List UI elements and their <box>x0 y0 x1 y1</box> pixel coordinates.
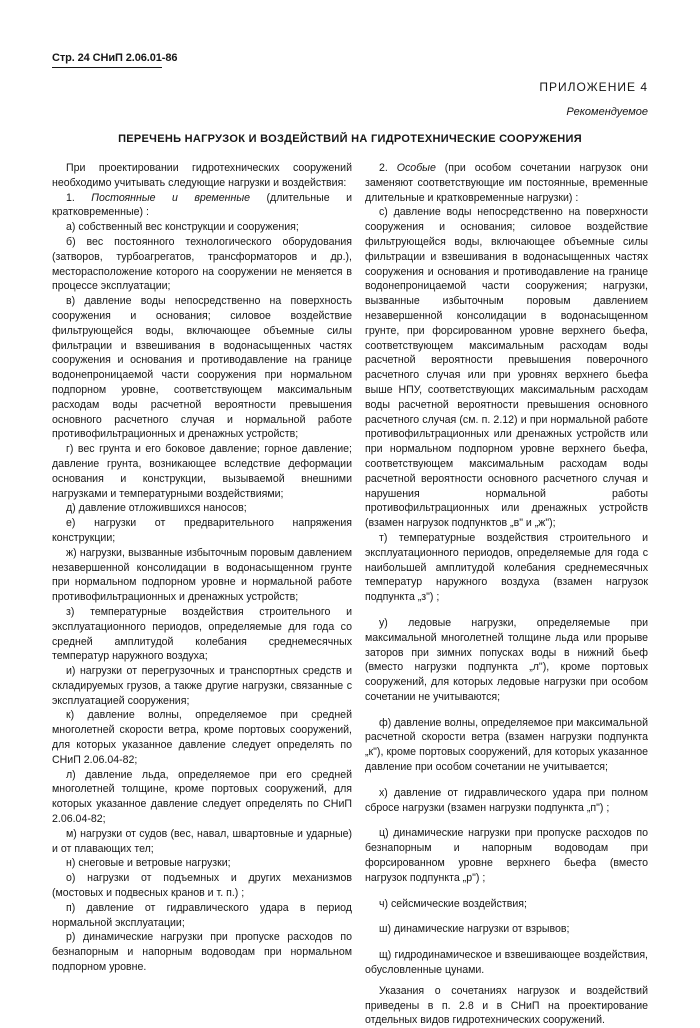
item-k: к) давление волны, определяемое при средней многолетней скорости ветра, кроме портовых сооружений, для которых указанное давление следует определять по СНиП 2.06.04-82; <box>52 709 352 766</box>
intro-paragraph: При проектировании гидротехнических сооружений необходимо учитывать следующие нагрузки и воздействия: <box>52 162 352 189</box>
section-2-number: 2. <box>379 162 388 174</box>
item-f: ф) давление волны, определяемое при максимальной расчетной скорости ветра (взамен нагрузки подпункта „к"), кроме портовых сооружений, для которых указанное давление при особом сочетании не учитывается; <box>365 716 648 774</box>
item-i: и) нагрузки от перегрузочных и транспортных средств и складируемых грузов, а также другие нагрузки, связанные с эксплуатацией сооружения; <box>52 665 352 707</box>
item-p: п) давление от гидравлического удара в период нормальной эксплуатации; <box>52 901 352 929</box>
item-zh: ж) нагрузки, вызванные избыточным поровым давлением незавершенной консолидации в водонасыщенном грунте при нормальном подпорном уровне и нормальной работе противофильтрационных и дренажных устройств; <box>52 546 352 604</box>
left-column <box>52 161 352 975</box>
item-l: л) давление льда, определяемое при его средней многолетней толщине, кроме портовых сооружений, для которых указанное давление следует определять по СНиП 2.06.04-82; <box>52 768 352 826</box>
header-underline <box>52 67 162 68</box>
section-1-title: Постоянные и временные <box>91 191 251 204</box>
item-a: а) собственный вес конструкции и сооружения; <box>66 221 299 234</box>
item-m: м) нагрузки от судов (вес, навал, швартовные и ударные) и от плавающих тел; <box>52 827 352 855</box>
item-n: н) снеговые и ветровые нагрузки; <box>66 857 231 870</box>
section-2-title: Особые <box>396 162 436 174</box>
item-ts: ц) динамические нагрузки при пропуске расходов по безнапорным и напорным водоводам при форсированном уровне верхнего бьефа (вместо нагрузок подпункта „р") ; <box>365 827 648 884</box>
item-d: д) давление отложившихся наносов; <box>66 502 247 515</box>
item-s: с) давление воды непосредственно на поверхности сооружения и основания; силовое воздействие фильтрующейся воды, включающее объемные силы фильтрации и взвешивания в водонасыщенных частях сооружения и основания и противодавление на границе водонепроницаемой части сооружения; нагрузки, вызванные избыточным поровым давлением незавершенной консолидации в водонасыщенном грунте, при форсированном уровне верхнего бьефа, соответствующем максимальным расходам воды расчетной вероятности превышения поверочного расчетного случая или при уровнях верхнего бьефа выше НПУ, соответствующих максимальным расходам воды расчетной вероятности превышения основного расчетного случая (см. п. 2.12) и при нормальной работе противофильтрационных или дренажных устройств или при нормальном подпорном уровне верхнего бьефа, соответствующем максимальным расходам воды расчетной вероятности основного расчетного случая и нарушения нормальной работы противофильтрационных или дренажных устройств (взамен нагрузок подпунктов „в" и „ж"); <box>365 206 648 530</box>
item-g: г) вес грунта и его боковое давление; горное давление; давление грунта, возникающее вследствие деформации основания и конструкции, вызываемой внешними нагрузками и температурными воздействиями; <box>52 443 352 500</box>
item-o: о) нагрузки от подъемных и других механизмов (мостовых и подвесных кранов и т. п.) ; <box>52 872 352 900</box>
item-z: з) температурные воздействия строительного и эксплуатационного периодов, определяемые для года со средней амплитудой колебания среднемесячных температур наружного воздуха; <box>52 605 352 663</box>
item-ch: ч) сейсмические воздействия; <box>379 897 527 910</box>
section-1-note: (длительные и кратковременные) : <box>52 191 352 219</box>
item-r: р) динамические нагрузки при пропуске расходов по безнапорным и напорным водоводам при нормальном подпорном уровне. <box>52 931 352 974</box>
right-column <box>365 161 648 1028</box>
item-u: у) ледовые нагрузки, определяемые при максимальной многолетней толщине льда или прорыве заторов при зимних попусках воды в нижний бьеф (вместо нагрузки подпункта „л"), кроме портовых сооружений, для которых ледовые нагрузки при особом сочетании не учитываются; <box>365 616 648 703</box>
section-2-note: (при особом сочетании нагрузок они заменяют соответствующие им постоянные, временные длительные и кратковременные нагрузки) : <box>365 162 648 204</box>
appendix-status: Рекомендуемое <box>566 106 648 118</box>
document-title: ПЕРЕЧЕНЬ НАГРУЗОК И ВОЗДЕЙСТВИЙ НА ГИДРОТЕХНИЧЕСКИЕ СООРУЖЕНИЯ <box>118 133 582 145</box>
note-paragraph: Указания о сочетаниях нагрузок и воздействий приведены в п. 2.8 и в СНиП на проектирование отдельных видов гидротехнических сооружений. <box>365 984 648 1027</box>
item-h: х) давление от гидравлического удара при полном сбросе нагрузки (взамен нагрузки подпункта „п") ; <box>365 786 648 814</box>
section-1-number: 1. <box>66 191 75 204</box>
item-b: б) вес постоянного технологического оборудования (затворов, турбоагрегатов, трансформаторов и др.), месторасположение которого на сооружении не меняется в процессе эксплуатации; <box>52 235 352 293</box>
appendix-label: ПРИЛОЖЕНИЕ 4 <box>539 80 648 94</box>
item-sh: ш) динамические нагрузки от взрывов; <box>379 923 570 936</box>
item-shch: щ) гидродинамическое и взвешивающее воздействия, обусловленные цунами. <box>365 949 648 977</box>
item-t: т) температурные воздействия строительного и эксплуатационного периодов, определяемые для года с наибольшей амплитудой колебания среднемесячных температур наружного воздуха (взамен нагрузок подпункта „з") ; <box>365 531 648 604</box>
page-header: Стр. 24 СНиП 2.06.01-86 <box>52 52 178 64</box>
section-2-heading <box>365 161 648 205</box>
section-1-heading <box>52 191 352 221</box>
item-e: е) нагрузки от предварительного напряжения конструкции; <box>52 517 352 544</box>
item-v: в) давление воды непосредственно на поверхность сооружения и основания; силовое воздействие фильтрующейся воды, включающее объемные силы фильтрации и взвешивания в водонасыщенных частях сооружения и основания и противодавление на границе водонепроницаемой части сооружения при нормальном подпорном уровне, соответствующем максимальным расходам воды расчетной вероятности превышения основного расчетного случая и нормальной работе противофильтрационных и дренажных устройств; <box>52 295 352 441</box>
